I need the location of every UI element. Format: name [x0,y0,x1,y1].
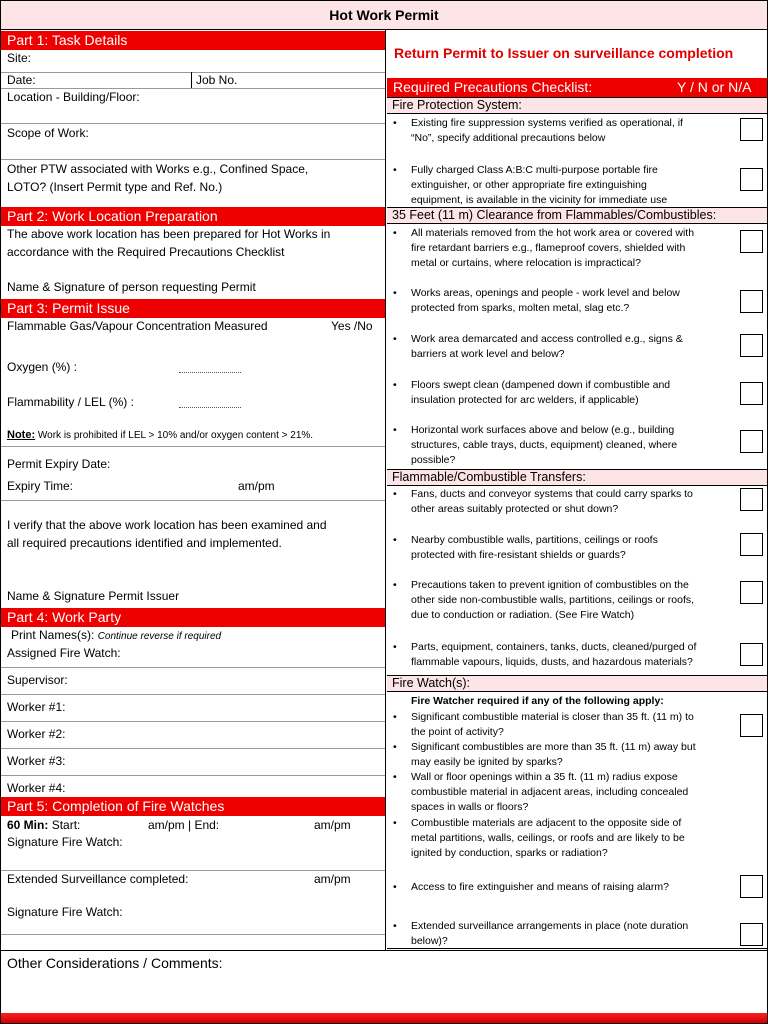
lel-label: Flammability / LEL (%) : [7,395,134,409]
checklist-item-line: barriers at work level and below? [411,348,565,360]
other-considerations-label: Other Considerations / Comments: [7,955,223,971]
checklist-item-text [411,226,733,271]
bullet-icon: • [393,164,397,176]
bullet-icon: • [393,287,397,299]
bullet-icon: • [393,771,397,783]
checklist-item [393,533,733,563]
verify-line1: I verify that the above work location has been examined and [7,518,327,532]
fire-watch-label: Assigned Fire Watch: [7,646,121,660]
verify-line2: all required precautions identified and implemented. [7,536,282,550]
checklist-item [393,919,733,949]
checklist-item-line: the point of activity? [411,726,504,738]
extended-surveillance-label: Extended Surveillance completed: [7,872,189,886]
checklist-item [393,487,733,517]
page-title: Hot Work Permit [0,0,768,30]
checklist-item-text [411,487,733,517]
checklist-item-text [411,919,733,949]
expiry-ampm: am/pm [238,479,275,493]
fire-watcher-required: Fire Watcher required if any of the following apply: [411,695,664,707]
checklist-item [393,378,733,408]
checklist-item-line: Parts, equipment, containers, tanks, ducts, cleaned/purged of [411,641,697,653]
supervisor-label: Supervisor: [7,673,68,687]
checklist-item-line: Combustible materials are adjacent to the opposite side of [411,817,682,829]
checklist-item-line: Work area demarcated and access controlled e.g., signs & [411,333,683,345]
lel-note [7,428,313,443]
checklist-item-line: below)? [411,935,448,947]
oxygen-field[interactable] [179,372,241,373]
checklist-item-line: combustible material in adjacent areas, including concealed [411,786,689,798]
checklist-item-line: Fans, ducts and conveyor systems that could carry sparks to [411,488,693,500]
signature-fire-watch2-label: Signature Fire Watch: [7,905,123,919]
checklist-checkbox[interactable] [740,168,763,191]
checklist-item [393,116,733,146]
checklist-item-line: Nearby combustible walls, partitions, ceilings or roofs [411,534,658,546]
checklist-item-text [411,163,733,208]
part2-text-line2: accordance with the Required Precautions Checklist [7,245,285,259]
checklist-item-line: protected from sparks, molten metal, slag etc.? [411,302,630,314]
return-notice: Return Permit to Issuer on surveillance completion [394,45,734,61]
checklist-item-text [411,533,733,563]
oxygen-label: Oxygen (%) : [7,360,78,374]
part5-header: Part 5: Completion of Fire Watches [1,797,385,816]
checklist-item-text [411,578,733,623]
checklist-item-text [411,116,733,146]
yes-no-label: Yes /No [331,319,373,333]
checklist-checkbox[interactable] [740,230,763,253]
checklist-item-line: other side non-combustible walls, partitions, ceilings or roofs, [411,594,695,606]
checklist-item-line: possible? [411,454,456,466]
site-label: Site: [7,51,32,65]
checklist-item-line: structures, cable trays, ducts, equipment) cleaned, where [411,439,678,451]
worker3-label: Worker #3: [7,754,66,768]
checklist-item-line: “No”, specify additional precautions below [411,132,606,144]
expiry-time-label: Expiry Time: [7,479,74,493]
checklist-item-line: other areas suitably protected or shut down? [411,503,619,515]
checklist-item-line: extinguisher, or other appropriate fire extinguishing [411,179,647,191]
checklist-item-line: Precautions taken to prevent ignition of combustibles on the [411,579,689,591]
checklist-item-line: Wall or floor openings within a 35 ft. (11 m) radius expose [411,771,678,783]
part2-header: Part 2: Work Location Preparation [1,207,385,226]
other-ptw-line2: LOTO? (Insert Permit type and Ref. No.) [7,180,223,194]
checklist-item-line: insulation protected for arc welders, if applicable) [411,394,639,406]
start-ampm-end: am/pm | End: [148,818,220,832]
fire-watch-title: Fire Watch(s): [387,675,767,692]
checklist-item-line: Floors swept clean (dampened down if combustible and [411,379,671,391]
print-names-row [11,627,221,645]
bullet-icon: • [393,579,397,591]
bullet-icon: • [393,333,397,345]
checklist-item-text [411,816,733,861]
checklist-checkbox[interactable] [740,875,763,898]
checklist-item-text [411,423,733,468]
checklist-item-text [411,378,733,408]
checklist-checkbox[interactable] [740,643,763,666]
bullet-icon: • [393,920,397,932]
checklist-item-text [411,710,733,740]
worker2-label: Worker #2: [7,727,66,741]
note-text: Work is prohibited if LEL > 10% and/or oxygen content > 21%. [37,430,314,441]
checklist-item-line: protected with fire-resistant shields or guards? [411,549,626,561]
part1-header: Part 1: Task Details [1,31,385,50]
clearance-title: 35 Feet (11 m) Clearance from Flammables/Combustibles: [387,207,767,224]
bullet-icon: • [393,641,397,653]
bullet-icon: • [393,534,397,546]
other-considerations-box[interactable] [0,950,768,1024]
transfers-title: Flammable/Combustible Transfers: [387,469,767,486]
checklist-item [393,816,733,861]
bullet-icon: • [393,424,397,436]
checklist-item-line: Fully charged Class A:B:C multi-purpose portable fire [411,164,658,176]
y-n-na-label: Y / N or N/A [677,79,752,95]
bullet-icon: • [393,488,397,500]
footer-bar [1,1013,767,1023]
lel-field[interactable] [179,407,241,408]
checklist-item [393,423,733,468]
checklist-item-text [411,286,733,316]
checklist-item-line: metal partitions, walls, ceilings, or roofs and are likely to be [411,832,685,844]
checklist-item-line: Significant combustible material is closer than 35 ft. (11 m) to [411,711,694,723]
end-ampm: am/pm [314,818,351,832]
sixty-min-label: 60 Min: [7,818,49,832]
left-column [0,30,386,950]
checklist-checkbox[interactable] [740,923,763,946]
part3-header: Part 3: Permit Issue [1,299,385,318]
signature-fire-watch-label: Signature Fire Watch: [7,835,123,849]
date-label: Date: [7,73,36,87]
checklist-item-text [411,880,733,895]
checklist-checkbox[interactable] [740,382,763,405]
checklist-checkbox[interactable] [740,488,763,511]
extended-ampm: am/pm [314,872,351,886]
checklist-item-text [411,640,733,670]
right-column [387,30,768,950]
checklist-item-line: due to conduction or radiation. (See Fire Watch) [411,609,635,621]
checklist-item [393,226,733,271]
print-names-label: Print Names(s): [11,628,95,642]
checklist-header [387,78,767,97]
bullet-icon: • [393,227,397,239]
note-label: Note: [7,429,36,441]
bullet-icon: • [393,117,397,129]
checklist-checkbox[interactable] [740,714,763,737]
continue-note: Continue reverse if required [97,631,222,642]
checklist-item-line: Significant combustibles are more than 35 ft. (11 m) away but [411,741,696,753]
checklist-item-line: Existing fire suppression systems verified as operational, if [411,117,683,129]
expiry-date-label: Permit Expiry Date: [7,457,111,471]
checklist-item [393,640,733,670]
checklist-item-text [411,770,733,815]
checklist-item-line: flammable vapours, liquids, dusts, and hazardous materials? [411,656,693,668]
checklist-item-line: metal or curtains, where relocation is impractical? [411,257,641,269]
checklist-checkbox[interactable] [740,118,763,141]
checklist-item-line: ignited by conduction, sparks or radiation? [411,847,608,859]
checklist-checkbox[interactable] [740,430,763,453]
checklist-item [393,770,733,815]
checklist-item-text [411,332,733,362]
checklist-item-line: spaces in walls or floors? [411,801,529,813]
requester-signature-label: Name & Signature of person requesting Permit [7,280,256,294]
checklist-item-line: equipment, is available in the vicinity for immediate use [411,194,668,206]
checklist-item-line: Access to fire extinguisher and means of raising alarm? [411,881,669,893]
checklist-item-line: All materials removed from the hot work area or covered with [411,227,695,239]
checklist-checkbox[interactable] [740,533,763,556]
fps-title: Fire Protection System: [387,97,767,114]
checklist-item [393,286,733,316]
issuer-signature-label: Name & Signature Permit Issuer [7,589,180,603]
start-label: Start: [51,818,81,832]
bullet-icon: • [393,881,397,893]
checklist-item-line: may easily be ignited by sparks? [411,756,563,768]
job-no-label: Job No. [196,73,238,87]
bullet-icon: • [393,379,397,391]
checklist-checkbox[interactable] [740,290,763,313]
gas-concentration-label: Flammable Gas/Vapour Concentration Measured [7,319,268,333]
checklist-checkbox[interactable] [740,581,763,604]
checklist-item [393,880,733,895]
checklist-checkbox[interactable] [740,334,763,357]
bullet-icon: • [393,711,397,723]
checklist-item [393,332,733,362]
other-ptw-line1: Other PTW associated with Works e.g., Confined Space, [7,162,309,176]
checklist-item-text [411,740,733,770]
checklist-item [393,163,733,208]
checklist-item [393,578,733,623]
checklist-item-line: fire retardant barriers e.g., flameproof covers, shielded with [411,242,686,254]
checklist-item-line: Extended surveillance arrangements in place (note duration [411,920,689,932]
scope-label: Scope of Work: [7,126,89,140]
bullet-icon: • [393,741,397,753]
part2-text-line1: The above work location has been prepared for Hot Works in [7,227,331,241]
checklist-item-line: Works areas, openings and people - work level and below [411,287,680,299]
checklist-title: Required Precautions Checklist: [393,79,593,95]
worker4-label: Worker #4: [7,781,66,795]
checklist-item-line: Horizontal work surfaces above and below (e.g., building [411,424,675,436]
checklist-item [393,710,733,740]
checklist-item [393,740,733,770]
worker1-label: Worker #1: [7,700,66,714]
bullet-icon: • [393,817,397,829]
part4-header: Part 4: Work Party [1,608,385,627]
location-label: Location - Building/Floor: [7,90,140,104]
